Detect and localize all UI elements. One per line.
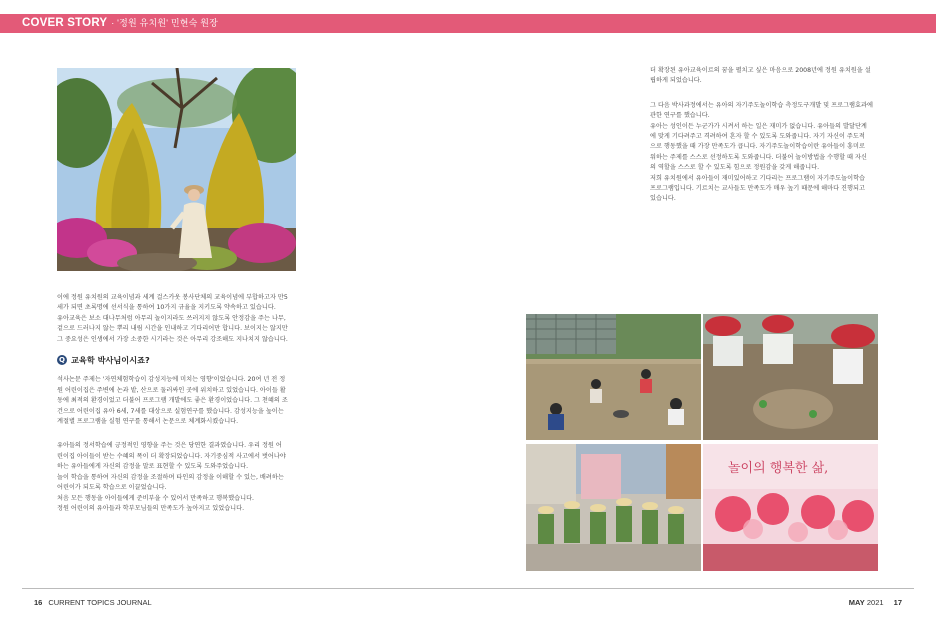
text-line: 의 역할을 스스로 할 수 있도록 힘으로 정원감을 갖게 해줍니다.: [650, 164, 820, 172]
text-line: 유아교육은 보소 대나무처럼 아무리 놀이지라도 쓰러지지 않도록 안정감을 주는 나무,: [57, 314, 286, 322]
question-icon: Q: [57, 355, 67, 365]
text-line: 으로 행동했을 때 가장 만족도가 큽니다. 자기주도놀이학습이란 유아들이 흥미로: [650, 143, 865, 151]
text-line: 유아들의 정서학습에 긍정적인 영향을 주는 것은 당연한 결과였습니다. 우리 정원 어: [57, 442, 282, 450]
stage-banner-text: 놀이의 행복한 삶,: [728, 461, 829, 476]
text-line: 석사논문 주제는 '자연체험학습이 감성지능에 미치는 영향'이었습니다. 20여 년 전 정: [57, 376, 286, 384]
left-page-number: 16: [34, 598, 43, 607]
text-line: 저희 유치원에서 유아들이 재미있어하고 기다리는 프로그램이 자기주도놀이학습: [650, 174, 866, 182]
header-bar: [0, 14, 936, 33]
text-line: 처음 모든 행동을 아이들에게 준비부을 수 있어서 만족하고 행복했습니다.: [57, 494, 255, 502]
text-line: 더 확장된 유아교육이르의 꿈을 펼치고 싶은 마음으로 2008년에 정원 유치원을 설: [650, 67, 871, 74]
text-line: 프로그램입니다. 기르치는 교사들도 만족도가 매우 높기 때문에 해마다 진행되고: [650, 185, 865, 193]
text-line: 유아는 성인이든 누군가가 시켜서 하는 일은 재미가 없습니다. 유아들의 발달단계: [650, 122, 867, 130]
text-line: 동에 최적의 환경이었고 더불어 프로그램 개발에도 좋은 환경이었습니다. 그 천혜의 조: [57, 397, 288, 405]
principal-garden-photo: [57, 68, 296, 271]
text-line: 정원 어린이의 유아들과 학부모님들의 만족도가 높아지고 있었습니다.: [57, 504, 245, 512]
right-column-text: [650, 66, 885, 215]
footer-divider: [22, 588, 914, 589]
footer-right: [849, 598, 902, 607]
text-line: 린이집 아이들이 받는 수혜의 폭이 더 확장되었습니다. 자기중심적 사고에서 벗어나야: [57, 452, 286, 460]
street-parade-photo: [526, 444, 701, 571]
footer-left: [34, 598, 152, 607]
right-page-number: 17: [893, 598, 902, 607]
intro-paragraph: [57, 293, 302, 345]
issue-year: 2021: [866, 598, 884, 607]
question-heading-text: 교육학 박사님이시죠?: [71, 355, 150, 366]
performance-stage-photo: [703, 444, 878, 571]
text-line: 세가 되면 초록명에 선서식을 통하여 10가지 규율을 지키도록 약속하고 있습니다.: [57, 304, 276, 312]
issue-month: MAY: [848, 598, 865, 607]
answer-paragraph-2: [57, 441, 302, 514]
text-line: 워하는 주제를 스스로 선정하도록 도와줍니다. 더불어 놀이방법을 수행할 때 자신: [650, 153, 867, 161]
text-line: 하는 유아들에게 자신의 감정을 말로 표현할 수 있도록 도와주었습니다.: [57, 463, 249, 471]
left-column-text: [57, 293, 302, 524]
text-line: 계절별 프로그램을 실험 연구를 통해서 논문으로 체계화시켰습니다.: [57, 418, 239, 426]
text-line: 겉으로 드러나지 않는 뿌리 내림 시간을 인내하고 기다리어만 합니다. 보이지는 않지만: [57, 325, 288, 333]
text-line: 그 다음 박사과정에서는 유아의 자기주도놀이학습 측정도구개발 및 프로그램효과에: [650, 101, 873, 109]
journal-name: CURRENT TOPICS JOURNAL: [48, 598, 152, 607]
section-subtitle: · '정원 유치원' 민현숙 원장: [111, 18, 219, 28]
right-paragraph-1: [650, 66, 885, 87]
text-line: 에 맞게 기다려주고 격려하여 혼자 할 수 있도록 도와줍니다. 자기 자신이 주도적: [650, 133, 865, 141]
section-title: COVER STORY: [22, 17, 108, 29]
text-line: 그 중요성은 인생에서 가장 소중한 시기라는 것은 아무리 강조해도 지나치지 않습니다.: [57, 335, 288, 343]
children-crafting-photo: [703, 314, 878, 440]
right-paragraph-2: [650, 101, 885, 205]
header-label: [22, 16, 218, 29]
text-line: 건으로 어린이집 유아 6세, 7세를 대상으로 실험연구를 했습니다. 감성지능을 높이는: [57, 407, 284, 415]
text-line: 놀이 학습을 통하여 자신의 감정을 조절하며 타인의 감정을 이해할 수 있는, 배려하는: [57, 473, 284, 481]
text-line: 어린이가 되도록 학습으로 이끌었습니다.: [57, 484, 167, 492]
text-line: 이에 정원 유치원의 교육이념과 세계 걸스카웃 봉사단체의 교육이념에 부합하고자 만5: [57, 294, 288, 301]
text-line: 립하게 되었습니다.: [650, 77, 702, 85]
answer-paragraph-1: [57, 375, 302, 427]
text-line: 원 어린이집은 주변에 논과 밭, 산으로 둘러싸인 곳에 위치하고 있었습니다. 아이들 활: [57, 386, 286, 394]
text-line: 있습니다.: [650, 195, 676, 203]
sandbox-play-photo: [526, 314, 701, 440]
text-line: 관한 연구를 했습니다.: [650, 112, 710, 120]
question-heading: [57, 355, 302, 365]
